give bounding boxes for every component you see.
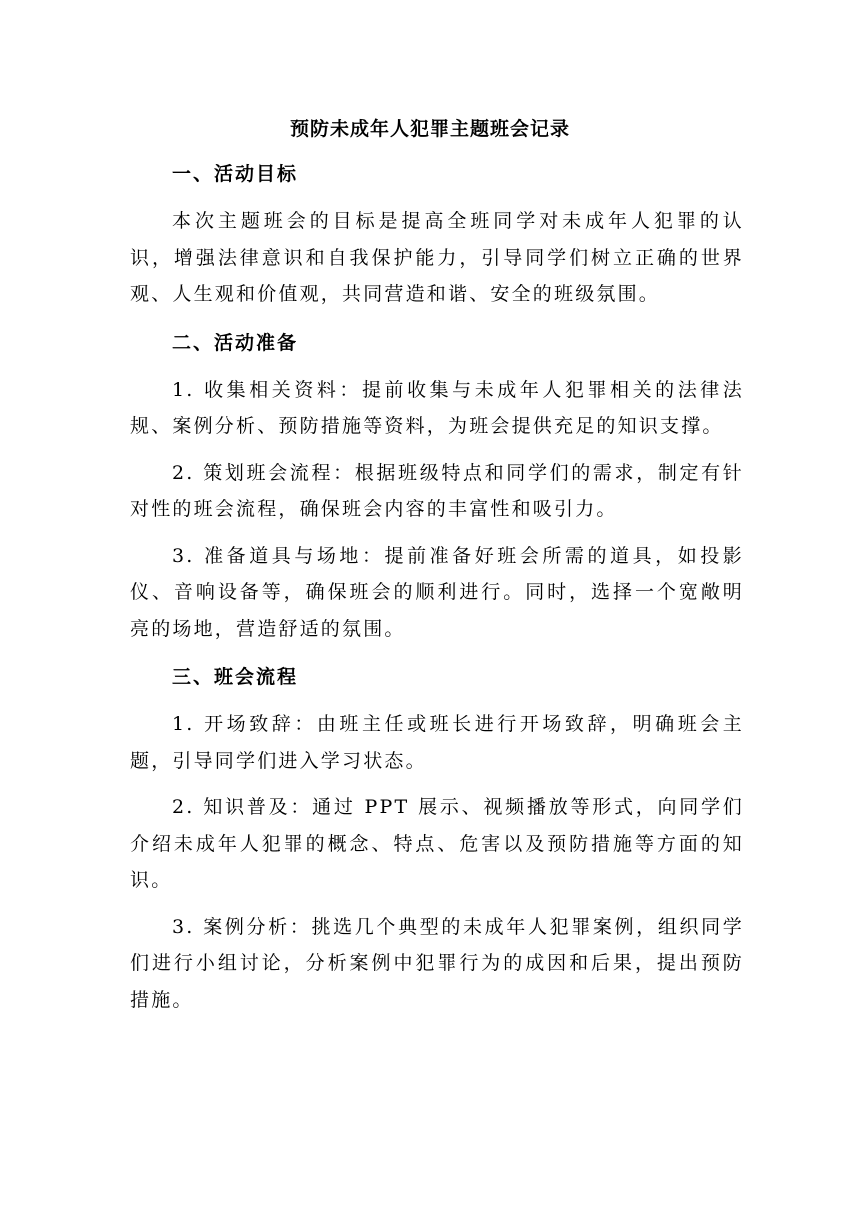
paragraph-prep-materials: 1. 收集相关资料：提前收集与未成年人犯罪相关的法律法规、案例分析、预防措施等资料，为班会提供充足的知识支撑。 (130, 378, 744, 437)
section-heading-process: 三、班会流程 (172, 666, 299, 688)
section-heading-goals: 一、活动目标 (172, 163, 299, 185)
paragraph-prep-process: 2. 策划班会流程：根据班级特点和同学们的需求，制定有针对性的班会流程，确保班会内容的丰富性和吸引力。 (130, 461, 744, 520)
section-heading-preparation: 二、活动准备 (172, 331, 299, 354)
paragraph-goals: 本次主题班会的目标是提高全班同学对未成年人犯罪的认识，增强法律意识和自我保护能力，引导同学们树立正确的世界观、人生观和价值观，共同营造和谐、安全的班级氛围。 (130, 210, 744, 305)
document-title: 预防未成年人犯罪主题班会记录 (289, 118, 570, 140)
document-body (130, 156, 744, 1018)
paragraph-process-knowledge: 2. 知识普及：通过 PPT 展示、视频播放等形式，向同学们介绍未成年人犯罪的概念、特点、危害以及预防措施等方面的知识。 (130, 796, 744, 891)
paragraph-process-cases: 3. 案例分析：挑选几个典型的未成年人犯罪案例，组织同学们进行小组讨论，分析案例中犯罪行为的成因和后果，提出预防措施。 (130, 915, 744, 1011)
paragraph-prep-venue: 3. 准备道具与场地：提前准备好班会所需的道具，如投影仪、音响设备等，确保班会的顺利进行。同时，选择一个宽敞明亮的场地，营造舒适的氛围。 (130, 544, 744, 640)
paragraph-process-opening: 1. 开场致辞：由班主任或班长进行开场致辞，明确班会主题，引导同学们进入学习状态。 (130, 713, 744, 772)
